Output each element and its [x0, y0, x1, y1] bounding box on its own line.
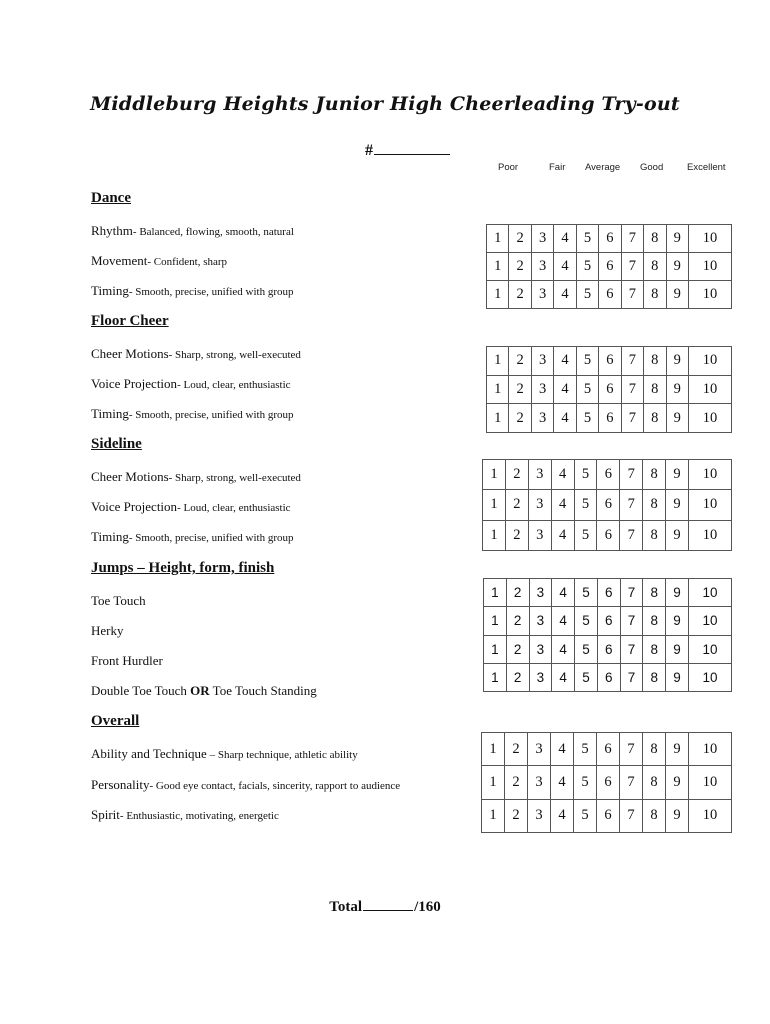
- score-cell[interactable]: 10: [689, 490, 732, 520]
- score-cell[interactable]: 7: [620, 799, 643, 832]
- total-blank[interactable]: [363, 898, 413, 911]
- criterion-cheer-motions: Cheer Motions- Sharp, strong, well-executed: [91, 469, 301, 484]
- score-row: [487, 375, 732, 404]
- score-row: [482, 733, 732, 766]
- score-cell[interactable]: 5: [576, 375, 598, 404]
- criterion-herky: Herky: [91, 623, 124, 638]
- criterion-movement: Movement- Confident, sharp: [91, 253, 228, 268]
- score-cell[interactable]: 10: [689, 663, 732, 691]
- score-cell[interactable]: 3: [529, 663, 552, 691]
- score-cell[interactable]: 4: [554, 281, 576, 309]
- score-cell[interactable]: 8: [644, 253, 666, 281]
- score-cell[interactable]: 2: [505, 490, 528, 520]
- score-cell[interactable]: 5: [574, 520, 597, 550]
- score-row: [483, 490, 732, 520]
- score-cell[interactable]: 6: [597, 579, 620, 607]
- score-cell[interactable]: 10: [689, 607, 732, 635]
- score-cell[interactable]: 7: [621, 404, 643, 433]
- score-cell[interactable]: 7: [620, 579, 643, 607]
- score-cell[interactable]: 5: [576, 253, 598, 281]
- score-cell[interactable]: 3: [531, 253, 553, 281]
- score-cell[interactable]: 8: [643, 490, 666, 520]
- score-cell[interactable]: 7: [620, 607, 643, 635]
- criterion-ability-technique: Ability and Technique – Sharp technique, athletic ability: [91, 746, 358, 761]
- score-cell[interactable]: 6: [597, 766, 620, 799]
- score-cell[interactable]: 4: [551, 799, 574, 832]
- score-cell[interactable]: 6: [599, 347, 621, 376]
- score-row: [484, 635, 732, 663]
- criterion-timing: Timing- Smooth, precise, unified with group: [91, 406, 294, 421]
- score-cell[interactable]: 1: [482, 733, 505, 766]
- score-cell[interactable]: 1: [487, 253, 509, 281]
- score-cell[interactable]: 2: [509, 225, 531, 253]
- score-grid-dance: [486, 224, 732, 309]
- score-cell[interactable]: 3: [531, 347, 553, 376]
- criterion-cheer-motions: Cheer Motions- Sharp, strong, well-executed: [91, 346, 301, 361]
- score-cell[interactable]: 9: [666, 766, 689, 799]
- criterion-personality: Personality- Good eye contact, facials, sincerity, rapport to audience: [91, 777, 401, 792]
- criterion-front-hurdler: Front Hurdler: [91, 653, 163, 668]
- score-cell[interactable]: 9: [666, 347, 689, 376]
- score-cell[interactable]: 4: [554, 404, 576, 433]
- score-cell[interactable]: 2: [505, 460, 528, 490]
- score-cell[interactable]: 8: [643, 460, 666, 490]
- score-cell[interactable]: 2: [509, 253, 531, 281]
- score-cell[interactable]: 1: [487, 225, 509, 253]
- score-cell[interactable]: 3: [529, 635, 552, 663]
- score-cell[interactable]: 7: [621, 347, 643, 376]
- score-cell[interactable]: 2: [509, 375, 531, 404]
- criterion-toe-touch: Toe Touch: [91, 593, 146, 608]
- score-cell[interactable]: 5: [574, 733, 597, 766]
- score-cell[interactable]: 6: [597, 490, 620, 520]
- score-cell[interactable]: 4: [551, 460, 574, 490]
- score-cell[interactable]: 6: [597, 733, 620, 766]
- score-cell[interactable]: 5: [575, 635, 598, 663]
- section-dance-title: Dance: [91, 190, 131, 206]
- score-cell[interactable]: 5: [576, 225, 598, 253]
- score-cell[interactable]: 3: [528, 520, 551, 550]
- score-cell[interactable]: 9: [666, 520, 689, 550]
- section-floor-cheer-title: Floor Cheer: [91, 313, 169, 329]
- score-cell[interactable]: 7: [620, 460, 643, 490]
- score-cell[interactable]: 7: [621, 375, 643, 404]
- score-cell[interactable]: 6: [599, 375, 621, 404]
- score-cell[interactable]: 4: [551, 520, 574, 550]
- score-cell[interactable]: 3: [528, 460, 551, 490]
- score-cell[interactable]: 7: [620, 635, 643, 663]
- score-cell[interactable]: 10: [689, 281, 732, 309]
- score-cell[interactable]: 4: [551, 766, 574, 799]
- score-cell[interactable]: 10: [689, 635, 732, 663]
- criterion-voice-projection: Voice Projection- Loud, clear, enthusiastic: [91, 499, 291, 514]
- score-cell[interactable]: 1: [482, 799, 505, 832]
- score-cell[interactable]: 2: [509, 404, 531, 433]
- score-cell[interactable]: 3: [531, 375, 553, 404]
- score-cell[interactable]: 7: [620, 733, 643, 766]
- section-overall-title: Overall: [91, 713, 140, 729]
- score-cell[interactable]: 9: [666, 460, 689, 490]
- score-cell[interactable]: 9: [666, 799, 689, 832]
- score-cell[interactable]: 4: [551, 490, 574, 520]
- score-cell[interactable]: 10: [689, 733, 732, 766]
- score-cell[interactable]: 7: [620, 490, 643, 520]
- score-cell[interactable]: 6: [599, 225, 621, 253]
- score-cell[interactable]: 3: [529, 607, 552, 635]
- scale-poor: Poor: [498, 162, 519, 173]
- score-grid-sideline: [482, 459, 732, 551]
- score-cell[interactable]: 10: [689, 225, 732, 253]
- score-cell[interactable]: 7: [620, 663, 643, 691]
- score-cell[interactable]: 3: [531, 281, 553, 309]
- score-row: [487, 225, 732, 253]
- scale-average: Average: [585, 162, 621, 173]
- score-cell[interactable]: 6: [597, 607, 620, 635]
- tryout-number-field[interactable]: #: [365, 140, 450, 160]
- score-cell[interactable]: 2: [506, 579, 529, 607]
- score-cell[interactable]: 6: [597, 799, 620, 832]
- score-row: [484, 607, 732, 635]
- score-cell[interactable]: 2: [506, 607, 529, 635]
- score-cell[interactable]: 9: [666, 281, 689, 309]
- score-cell[interactable]: 10: [689, 404, 732, 433]
- score-cell[interactable]: 6: [597, 520, 620, 550]
- score-cell[interactable]: 10: [689, 579, 732, 607]
- score-cell[interactable]: 4: [554, 225, 576, 253]
- criterion-voice-projection: Voice Projection- Loud, clear, enthusiastic: [91, 376, 291, 391]
- score-cell[interactable]: 10: [689, 253, 732, 281]
- score-cell[interactable]: 9: [666, 733, 689, 766]
- score-cell[interactable]: 7: [620, 520, 643, 550]
- score-cell[interactable]: 1: [482, 766, 505, 799]
- score-cell[interactable]: 1: [487, 375, 509, 404]
- criterion-timing: Timing- Smooth, precise, unified with group: [91, 283, 294, 298]
- score-cell[interactable]: 4: [554, 253, 576, 281]
- score-cell[interactable]: 3: [528, 799, 551, 832]
- score-cell[interactable]: 2: [505, 799, 528, 832]
- score-cell[interactable]: 8: [644, 347, 666, 376]
- score-cell[interactable]: 8: [644, 404, 666, 433]
- score-cell[interactable]: 7: [621, 281, 643, 309]
- score-cell[interactable]: 10: [689, 460, 732, 490]
- score-row: [484, 579, 732, 607]
- score-cell[interactable]: 8: [644, 281, 666, 309]
- score-cell[interactable]: 5: [574, 799, 597, 832]
- total-score-field[interactable]: Total /160: [329, 899, 441, 915]
- score-cell[interactable]: 2: [509, 347, 531, 376]
- score-grid-jumps: [483, 578, 732, 692]
- score-cell[interactable]: 6: [597, 663, 620, 691]
- score-cell[interactable]: 10: [689, 347, 732, 376]
- score-cell[interactable]: 1: [484, 607, 507, 635]
- criterion-rhythm: Rhythm- Balanced, flowing, smooth, natural: [91, 223, 294, 238]
- score-cell[interactable]: 5: [576, 347, 598, 376]
- score-cell[interactable]: 8: [643, 635, 666, 663]
- score-cell[interactable]: 7: [620, 766, 643, 799]
- score-cell[interactable]: 10: [689, 799, 732, 832]
- score-row: [482, 799, 732, 832]
- score-cell[interactable]: 6: [599, 253, 621, 281]
- score-cell[interactable]: 8: [643, 766, 666, 799]
- score-cell[interactable]: 1: [483, 520, 506, 550]
- score-cell[interactable]: 6: [597, 460, 620, 490]
- score-cell[interactable]: 5: [576, 404, 598, 433]
- score-row: [483, 520, 732, 550]
- score-row: [484, 663, 732, 691]
- score-cell[interactable]: 2: [506, 635, 529, 663]
- score-cell[interactable]: 4: [551, 733, 574, 766]
- score-cell[interactable]: 1: [487, 404, 509, 433]
- score-cell[interactable]: 8: [643, 579, 666, 607]
- section-sideline-title: Sideline: [91, 436, 142, 452]
- score-cell[interactable]: 5: [575, 607, 598, 635]
- score-cell[interactable]: 8: [644, 225, 666, 253]
- form-title: Middleburg Heights Junior High Cheerleading Try-out: [90, 93, 680, 115]
- score-cell[interactable]: 10: [689, 766, 732, 799]
- score-grid-overall: [481, 732, 732, 833]
- score-cell[interactable]: 8: [643, 733, 666, 766]
- score-cell[interactable]: 3: [529, 579, 552, 607]
- score-cell[interactable]: 10: [689, 520, 732, 550]
- score-cell[interactable]: 1: [483, 460, 506, 490]
- score-cell[interactable]: 9: [666, 635, 689, 663]
- criterion-timing: Timing- Smooth, precise, unified with group: [91, 529, 294, 544]
- score-cell[interactable]: 7: [621, 225, 643, 253]
- score-row: [482, 766, 732, 799]
- score-cell[interactable]: 9: [666, 404, 689, 433]
- score-cell[interactable]: 5: [574, 490, 597, 520]
- criterion-double-toe-touch: Double Toe Touch OR Toe Touch Standing: [91, 683, 317, 698]
- score-cell[interactable]: 1: [484, 635, 507, 663]
- score-cell[interactable]: 8: [643, 663, 666, 691]
- score-cell[interactable]: 2: [505, 766, 528, 799]
- score-cell[interactable]: 9: [666, 225, 689, 253]
- score-cell[interactable]: 3: [531, 225, 553, 253]
- score-cell[interactable]: 1: [487, 347, 509, 376]
- score-cell[interactable]: 5: [575, 663, 598, 691]
- score-cell[interactable]: 5: [574, 460, 597, 490]
- score-cell[interactable]: 6: [599, 281, 621, 309]
- score-cell[interactable]: 5: [576, 281, 598, 309]
- score-row: [487, 281, 732, 309]
- score-cell[interactable]: 8: [643, 799, 666, 832]
- score-cell[interactable]: 4: [552, 607, 575, 635]
- criterion-spirit: Spirit- Enthusiastic, motivating, energetic: [91, 807, 279, 822]
- score-cell[interactable]: 9: [666, 607, 689, 635]
- score-cell[interactable]: 1: [484, 579, 507, 607]
- score-cell[interactable]: 3: [531, 404, 553, 433]
- score-cell[interactable]: 4: [552, 579, 575, 607]
- score-grid-floor-cheer: [486, 346, 732, 433]
- scale-excellent: Excellent: [687, 162, 726, 173]
- score-cell[interactable]: 2: [509, 281, 531, 309]
- score-cell[interactable]: 9: [666, 253, 689, 281]
- score-cell[interactable]: 4: [554, 347, 576, 376]
- score-cell[interactable]: 8: [644, 375, 666, 404]
- score-cell[interactable]: 2: [505, 520, 528, 550]
- score-cell[interactable]: 6: [599, 404, 621, 433]
- score-cell[interactable]: 1: [484, 663, 507, 691]
- score-cell[interactable]: 5: [574, 766, 597, 799]
- score-cell[interactable]: 7: [621, 253, 643, 281]
- score-cell[interactable]: 2: [505, 733, 528, 766]
- score-cell[interactable]: 4: [552, 663, 575, 691]
- score-cell[interactable]: 2: [506, 663, 529, 691]
- score-cell[interactable]: 4: [552, 635, 575, 663]
- score-row: [487, 347, 732, 376]
- score-cell[interactable]: 9: [666, 375, 689, 404]
- score-cell[interactable]: 9: [666, 490, 689, 520]
- score-cell[interactable]: 9: [666, 663, 689, 691]
- scale-good: Good: [640, 162, 664, 173]
- scale-fair: Fair: [549, 162, 566, 173]
- score-row: [483, 460, 732, 490]
- score-cell[interactable]: 3: [528, 490, 551, 520]
- score-cell[interactable]: 4: [554, 375, 576, 404]
- score-cell[interactable]: 3: [528, 733, 551, 766]
- score-cell[interactable]: 8: [643, 520, 666, 550]
- score-cell[interactable]: 3: [528, 766, 551, 799]
- score-cell[interactable]: 1: [483, 490, 506, 520]
- score-row: [487, 404, 732, 433]
- score-cell[interactable]: 8: [643, 607, 666, 635]
- score-cell[interactable]: 6: [597, 635, 620, 663]
- score-cell[interactable]: 10: [689, 375, 732, 404]
- score-cell[interactable]: 1: [487, 281, 509, 309]
- number-blank[interactable]: [374, 140, 450, 155]
- score-cell[interactable]: 5: [575, 579, 598, 607]
- section-jumps-title: Jumps – Height, form, finish: [91, 560, 275, 576]
- score-cell[interactable]: 9: [666, 579, 689, 607]
- score-row: [487, 253, 732, 281]
